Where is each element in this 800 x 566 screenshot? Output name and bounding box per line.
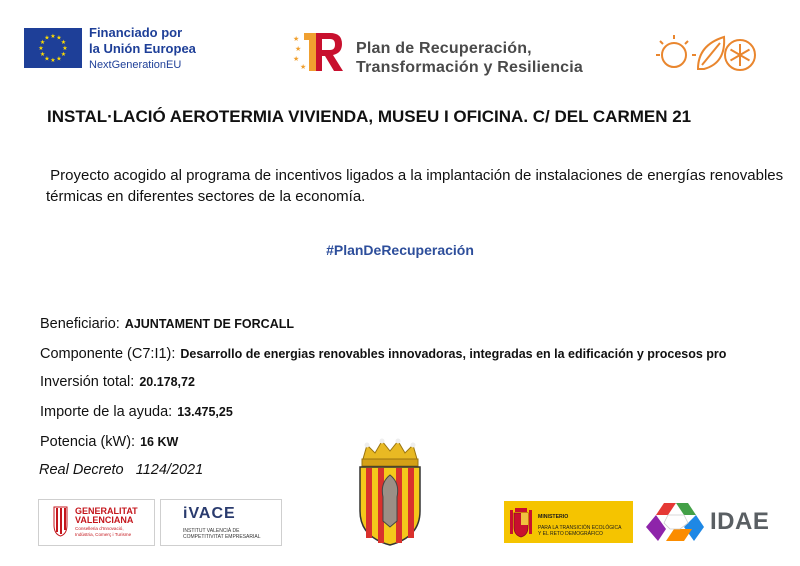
forcall-coat-of-arms-icon bbox=[355, 437, 425, 547]
ministerio-transicion-ecologica-logo bbox=[504, 501, 633, 543]
svg-text:★: ★ bbox=[50, 33, 56, 40]
field-value: Desarrollo de energias renovables innovadoras, integradas en la edificación y procesos pro bbox=[180, 347, 727, 361]
field-label: Beneficiario: bbox=[40, 316, 120, 332]
field-label: Importe de la ayuda: bbox=[40, 404, 173, 420]
svg-text:★: ★ bbox=[44, 34, 50, 42]
eu-line-2: la Unión Europea bbox=[89, 41, 196, 56]
generalitat-name bbox=[75, 507, 138, 525]
generalitat-sub-1: Conselleria d'Innovació, bbox=[75, 526, 124, 531]
generalitat-emblem-icon bbox=[52, 505, 69, 537]
generalitat-conselleria bbox=[75, 526, 131, 537]
svg-text:★: ★ bbox=[38, 45, 44, 52]
field-potencia bbox=[40, 434, 178, 450]
ministerio-line-2: PARA LA TRANSICIÓN ECOLÓGICA bbox=[538, 525, 622, 531]
recovery-plan-label bbox=[356, 39, 583, 77]
hashtag-label: #PlanDeRecuperación bbox=[326, 242, 474, 258]
ivace-sub-1: INSTITUT VALENCIÀ DE bbox=[183, 528, 240, 534]
generalitat-line-2: VALENCIANA bbox=[75, 515, 134, 525]
svg-text:★: ★ bbox=[60, 39, 67, 46]
svg-text:★: ★ bbox=[300, 63, 307, 71]
generalitat-line-1: GENERALITAT bbox=[75, 506, 138, 516]
field-componente bbox=[40, 346, 726, 362]
ivace-sub-2: COMPETITIVITAT EMPRESARIAL bbox=[183, 534, 261, 540]
svg-text:★: ★ bbox=[62, 45, 68, 52]
page-title: INSTAL·LACIÓ AEROTERMIA VIVIENDA, MUSEU I OFICINA. C/ DEL CARMEN 21 bbox=[47, 107, 692, 126]
field-inversion-total bbox=[40, 374, 195, 390]
eu-line-3: NextGenerationEU bbox=[89, 59, 182, 71]
ministerio-title: MINISTERIO bbox=[538, 514, 569, 520]
svg-text:★: ★ bbox=[293, 55, 300, 63]
field-value: 20.178,72 bbox=[139, 375, 195, 389]
renewable-energy-icon bbox=[654, 31, 760, 75]
eu-funding-label bbox=[89, 25, 196, 73]
spain-coat-of-arms-icon bbox=[510, 506, 532, 538]
svg-text:★: ★ bbox=[39, 39, 46, 46]
ivace-logo bbox=[160, 499, 282, 546]
eu-flag-icon bbox=[24, 28, 82, 68]
eu-line-1: Financiado por bbox=[89, 25, 183, 40]
field-value: 16 KW bbox=[140, 435, 179, 449]
recovery-plan-tr-logo-icon bbox=[292, 29, 344, 73]
svg-text:★: ★ bbox=[50, 57, 56, 64]
ivace-subtitle bbox=[183, 528, 261, 540]
description-line-2: térmicas en diferentes sectores de la economía. bbox=[46, 188, 366, 205]
svg-text:★: ★ bbox=[293, 35, 300, 43]
ministerio-line-3: Y EL RETO DEMOGRÁFICO bbox=[538, 531, 603, 537]
idae-wordmark: IDAE bbox=[710, 508, 770, 535]
description-line-1: Proyecto acogido al programa de incentivos ligados a la implantación de instalaciones de energías renovables bbox=[46, 167, 784, 184]
project-description bbox=[46, 165, 784, 207]
recovery-plan-line-1: Plan de Recuperación, bbox=[356, 40, 532, 57]
ivace-wordmark: iVACE bbox=[183, 505, 236, 522]
field-label: Inversión total: bbox=[40, 374, 135, 390]
field-label: Componente (C7:I1): bbox=[40, 346, 176, 362]
svg-text:★: ★ bbox=[295, 45, 302, 53]
field-importe-ayuda bbox=[40, 404, 233, 420]
svg-text:★: ★ bbox=[44, 55, 50, 63]
generalitat-sub-2: Indústria, Comerç i Turisme bbox=[75, 531, 132, 537]
idae-emblem-icon bbox=[644, 499, 706, 545]
field-value: 13.475,25 bbox=[177, 405, 233, 419]
field-label: Potencia (kW): bbox=[40, 434, 136, 450]
svg-text:★: ★ bbox=[60, 51, 67, 58]
field-beneficiario bbox=[40, 316, 294, 332]
real-decreto-label: Real Decreto 1124/2021 bbox=[39, 462, 204, 478]
generalitat-valenciana-logo bbox=[38, 499, 155, 546]
ministerio-subtitle bbox=[538, 525, 621, 537]
recovery-plan-line-2: Transformación y Resiliencia bbox=[356, 59, 584, 76]
svg-text:★: ★ bbox=[39, 51, 46, 58]
svg-text:★: ★ bbox=[56, 55, 62, 63]
field-value: AJUNTAMENT DE FORCALL bbox=[124, 317, 294, 331]
svg-text:★: ★ bbox=[56, 34, 62, 42]
